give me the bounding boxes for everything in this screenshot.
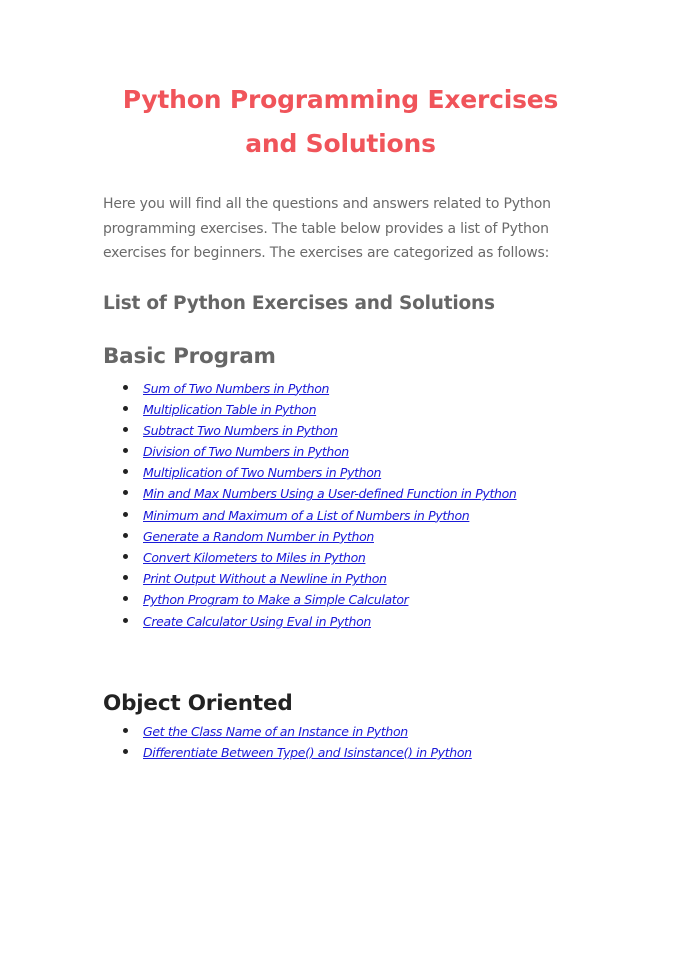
exercise-link[interactable]: Print Output Without a Newline in Python bbox=[143, 571, 387, 587]
exercise-link[interactable]: Minimum and Maximum of a List of Numbers in Python bbox=[143, 507, 470, 523]
list-item bbox=[103, 741, 578, 762]
list-item bbox=[103, 567, 578, 588]
intro-paragraph: Here you will find all the questions and answers related to Python programming exercises. The table below provides a list of Python exercises for beginners. The exercises are categorized as follows: bbox=[103, 196, 551, 261]
list-item bbox=[103, 504, 578, 525]
object-oriented-heading: Object Oriented bbox=[103, 690, 293, 716]
exercises-list-heading: List of Python Exercises and Solutions bbox=[103, 292, 495, 314]
list-item bbox=[103, 588, 578, 609]
list-item bbox=[103, 482, 578, 503]
page-title: Python Programming Exercises and Solutions bbox=[122, 85, 559, 158]
bullet-icon bbox=[123, 749, 128, 754]
bullet-icon bbox=[123, 469, 128, 474]
bullet-icon bbox=[123, 728, 128, 733]
list-item bbox=[103, 720, 578, 741]
bullet-icon bbox=[123, 427, 128, 432]
bullet-icon bbox=[123, 575, 128, 580]
list-item bbox=[103, 610, 578, 631]
article bbox=[103, 78, 578, 762]
basic-program-heading: Basic Program bbox=[103, 343, 276, 369]
bullet-icon bbox=[123, 596, 128, 601]
bullet-icon bbox=[123, 618, 128, 623]
exercise-link[interactable]: Multiplication of Two Numbers in Python bbox=[143, 465, 382, 481]
exercise-link[interactable]: Differentiate Between Type() and Isinstance() in Python bbox=[143, 744, 472, 760]
list-item bbox=[103, 461, 578, 482]
exercise-link[interactable]: Sum of Two Numbers in Python bbox=[143, 380, 330, 396]
basic-program-list bbox=[103, 377, 578, 631]
list-item bbox=[103, 546, 578, 567]
exercise-link[interactable]: Subtract Two Numbers in Python bbox=[143, 422, 338, 438]
list-item bbox=[103, 440, 578, 461]
exercise-link[interactable]: Get the Class Name of an Instance in Python bbox=[143, 723, 408, 739]
bullet-icon bbox=[123, 385, 128, 390]
exercise-link[interactable]: Min and Max Numbers Using a User-defined Function in Python bbox=[143, 486, 517, 502]
bullet-icon bbox=[123, 406, 128, 411]
object-oriented-list bbox=[103, 720, 578, 762]
list-item bbox=[103, 398, 578, 419]
bullet-icon bbox=[123, 490, 128, 495]
exercise-link[interactable]: Create Calculator Using Eval in Python bbox=[143, 613, 371, 629]
bullet-icon bbox=[123, 448, 128, 453]
list-item bbox=[103, 377, 578, 398]
exercise-link[interactable]: Generate a Random Number in Python bbox=[143, 528, 374, 544]
exercise-link[interactable]: Multiplication Table in Python bbox=[143, 401, 317, 417]
exercise-link[interactable]: Python Program to Make a Simple Calculator bbox=[143, 592, 409, 608]
bullet-icon bbox=[123, 533, 128, 538]
exercise-link[interactable]: Convert Kilometers to Miles in Python bbox=[143, 550, 366, 565]
bullet-icon bbox=[123, 554, 128, 559]
list-item bbox=[103, 525, 578, 546]
bullet-icon bbox=[123, 512, 128, 517]
list-item bbox=[103, 419, 578, 440]
exercise-link[interactable]: Division of Two Numbers in Python bbox=[143, 444, 349, 460]
